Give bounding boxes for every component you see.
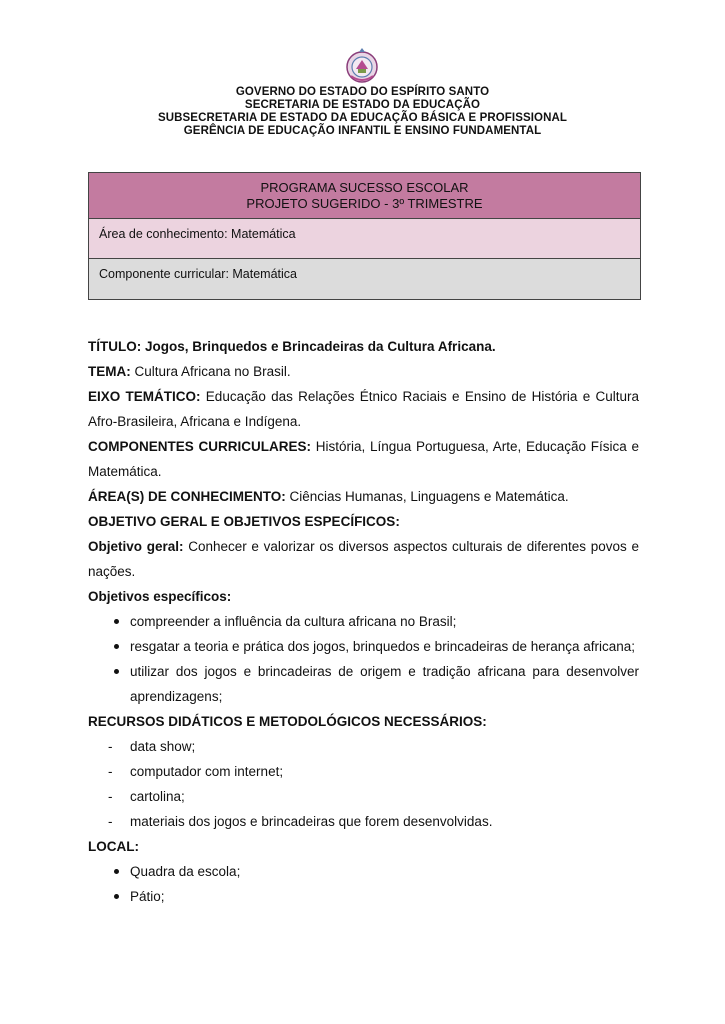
list-item xyxy=(88,859,639,884)
bullet-icon xyxy=(114,619,119,624)
title-line xyxy=(88,334,639,359)
curricular-components xyxy=(88,434,639,484)
general-objective-label: Objetivo geral: xyxy=(88,539,184,554)
title-label: TÍTULO: xyxy=(88,339,142,354)
list-item-text: Quadra da escola; xyxy=(130,864,241,879)
list-item-text: resgatar a teoria e prática dos jogos, brinquedos e brincadeiras de herança africana; xyxy=(130,639,636,654)
header-line-subsecretariat: SUBSECRETARIA DE ESTADO DA EDUCAÇÃO BÁSICA E PROFISSIONAL xyxy=(157,112,568,124)
resources-list xyxy=(88,734,639,834)
curricular-component: Componente curricular: Matemática xyxy=(89,259,640,299)
list-item xyxy=(88,609,639,634)
thematic-axis-label: EIXO TEMÁTICO: xyxy=(88,389,201,404)
thematic-axis xyxy=(88,384,639,434)
list-item-text: Pátio; xyxy=(130,889,165,904)
knowledge-area: Área de conhecimento: Matemática xyxy=(89,219,640,259)
program-info-box xyxy=(88,172,641,300)
knowledge-areas xyxy=(88,484,639,509)
document-body xyxy=(88,334,639,909)
header-line-government: GOVERNO DO ESTADO DO ESPÍRITO SANTO xyxy=(235,86,490,98)
theme-value: Cultura Africana no Brasil. xyxy=(130,364,291,379)
dash-icon: - xyxy=(108,764,113,779)
list-item-text: compreender a influência da cultura africana no Brasil; xyxy=(130,614,457,629)
list-item xyxy=(88,734,639,759)
list-item xyxy=(88,784,639,809)
header-line-management: GERÊNCIA DE EDUCAÇÃO INFANTIL E ENSINO FUNDAMENTAL xyxy=(183,125,542,137)
general-objective-value: Conhecer e valorizar os diversos aspectos culturais de diferentes povos e nações. xyxy=(88,539,639,579)
specific-objectives-list xyxy=(88,609,639,709)
bullet-icon xyxy=(114,869,119,874)
program-title: PROGRAMA SUCESSO ESCOLAR xyxy=(260,180,469,195)
location-list xyxy=(88,859,639,909)
theme-line xyxy=(88,359,639,384)
location-heading: LOCAL: xyxy=(88,839,139,854)
general-objective xyxy=(88,534,639,584)
list-item xyxy=(88,634,639,659)
bullet-icon xyxy=(114,894,119,899)
project-subtitle: PROJETO SUGERIDO - 3º TRIMESTRE xyxy=(246,196,483,211)
bullet-icon xyxy=(114,669,119,674)
knowledge-areas-value: Ciências Humanas, Linguagens e Matemática. xyxy=(285,489,569,504)
curricular-components-value: História, Língua Portuguesa, Arte, Educação Física e Matemática. xyxy=(88,439,639,479)
state-seal-icon xyxy=(342,46,382,86)
list-item xyxy=(88,759,639,784)
theme-label: TEMA: xyxy=(88,364,131,379)
resources-heading: RECURSOS DIDÁTICOS E METODOLÓGICOS NECESSÁRIOS: xyxy=(88,714,487,729)
list-item xyxy=(88,809,639,834)
specific-objectives-label: Objetivos específicos: xyxy=(88,589,232,604)
curricular-components-label: COMPONENTES CURRICULARES: xyxy=(88,439,311,454)
list-item-text: computador com internet; xyxy=(130,764,284,779)
bullet-icon xyxy=(114,644,119,649)
dash-icon: - xyxy=(108,814,113,829)
list-item-text: data show; xyxy=(130,739,196,754)
government-header xyxy=(0,86,725,138)
thematic-axis-value: Educação das Relações Étnico Raciais e Ensino de História e Cultura Afro-Brasileira, Africana e Indígena. xyxy=(88,389,639,429)
dash-icon: - xyxy=(108,789,113,804)
program-header xyxy=(89,173,640,219)
list-item-text: materiais dos jogos e brincadeiras que forem desenvolvidas. xyxy=(130,814,493,829)
objectives-heading: OBJETIVO GERAL E OBJETIVOS ESPECÍFICOS: xyxy=(88,514,400,529)
knowledge-areas-label: ÁREA(S) DE CONHECIMENTO: xyxy=(88,489,286,504)
list-item xyxy=(88,659,639,709)
list-item xyxy=(88,884,639,909)
list-item-text: utilizar dos jogos e brincadeiras de origem e tradição africana para desenvolver aprendizagens; xyxy=(130,664,639,704)
header-line-secretariat: SECRETARIA DE ESTADO DA EDUCAÇÃO xyxy=(244,99,481,111)
dash-icon: - xyxy=(108,739,113,754)
title-value: Jogos, Brinquedos e Brincadeiras da Cultura Africana. xyxy=(141,339,496,354)
list-item-text: cartolina; xyxy=(130,789,185,804)
